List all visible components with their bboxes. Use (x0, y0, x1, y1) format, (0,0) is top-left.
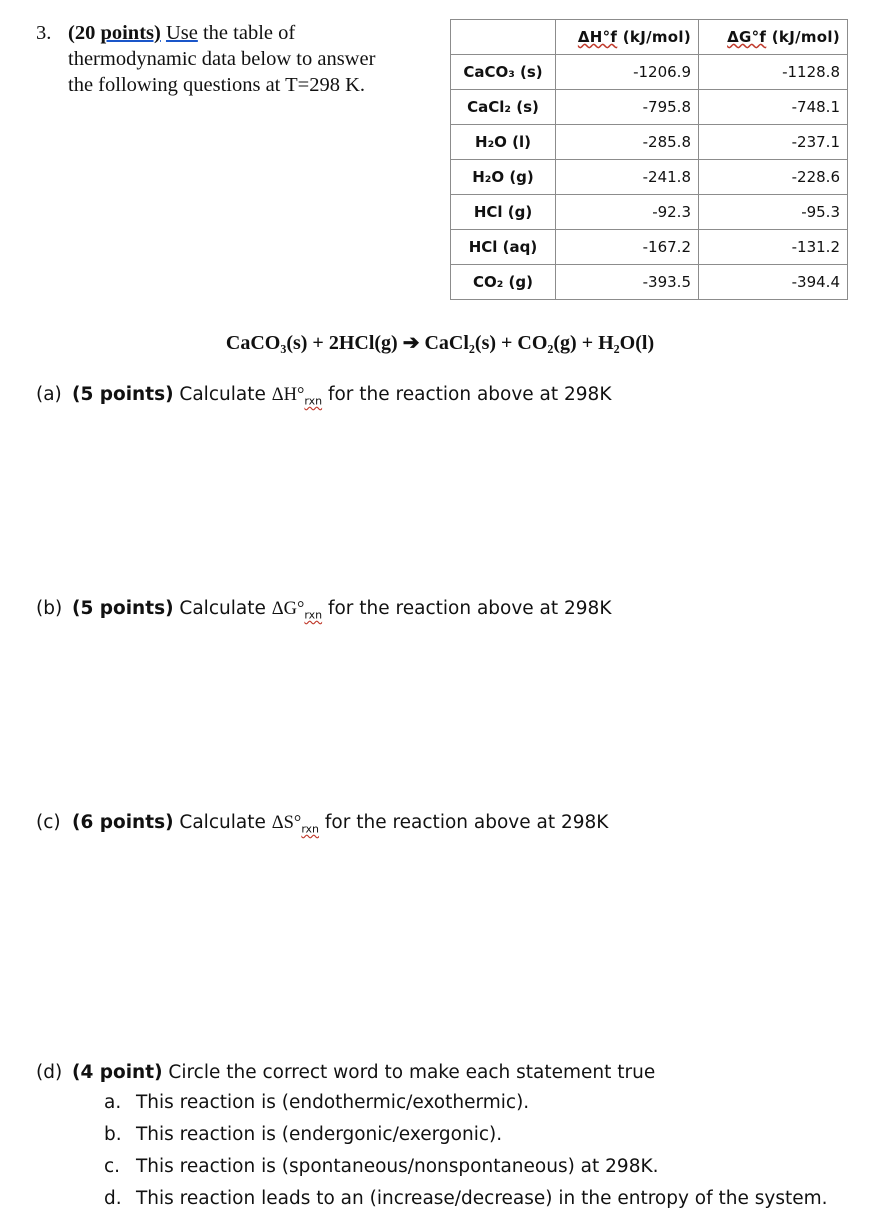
dg-value-cell: -1128.8 (699, 55, 848, 90)
part-a-label: (a) (36, 384, 62, 405)
part-b-subscript: rxn (304, 608, 323, 622)
dh-value-cell: -167.2 (556, 230, 699, 265)
species-cell: H₂O (l) (451, 125, 556, 160)
question-line-3: the following questions at T=298 K. (68, 74, 366, 96)
dg-value-cell: -228.6 (699, 160, 848, 195)
statement-text: This reaction is (endergonic/exergonic). (136, 1124, 503, 1145)
part-c-subscript: rxn (301, 822, 320, 836)
statement-text: This reaction is (endothermic/exothermic). (136, 1092, 530, 1113)
part-a-symbol: ΔH° (271, 385, 305, 405)
statement-letter: d. (104, 1188, 122, 1209)
question-line-1 (36, 20, 426, 46)
dg-value-cell: -237.1 (699, 125, 848, 160)
question-points-word: points) (100, 22, 161, 44)
dg-unit: (kJ/mol) (766, 28, 840, 46)
question-use-word: Use (165, 22, 198, 44)
dh-value-cell: -285.8 (556, 125, 699, 160)
part-c-label: (c) (36, 812, 61, 833)
part-c-pre: Calculate (173, 812, 272, 833)
part-b-pre: Calculate (173, 598, 272, 619)
table-row (451, 160, 848, 195)
species-cell: HCl (g) (451, 195, 556, 230)
dh-value-cell: -1206.9 (556, 55, 699, 90)
statement-item (104, 1092, 529, 1113)
table-row (451, 125, 848, 160)
question-line-2: thermodynamic data below to answer (68, 48, 376, 70)
dg-value-cell: -95.3 (699, 195, 848, 230)
species-cell: CaCO₃ (s) (451, 55, 556, 90)
part-b-points: (5 points) (72, 598, 174, 619)
dh-header (556, 20, 699, 55)
dg-value-cell: -131.2 (699, 230, 848, 265)
statement-item (104, 1156, 658, 1177)
part-c-points: (6 points) (72, 812, 174, 833)
dh-symbol: ΔH°f (577, 28, 618, 46)
question-points-value: (20 (68, 22, 96, 44)
statement-text: This reaction is (spontaneous/nonspontaneous) at 298K. (136, 1156, 659, 1177)
table-row (451, 230, 848, 265)
table-row (451, 195, 848, 230)
part-b (36, 598, 611, 622)
species-cell: H₂O (g) (451, 160, 556, 195)
part-c (36, 812, 608, 836)
question-line1-rest: the table of (197, 22, 296, 44)
table-row (451, 55, 848, 90)
statement-text: This reaction leads to an (increase/decrease) in the entropy of the system. (136, 1188, 828, 1209)
part-a-post: for the reaction above at 298K (322, 384, 612, 405)
dg-header (699, 20, 848, 55)
dg-symbol: ΔG°f (727, 28, 767, 46)
part-d (36, 1062, 655, 1083)
part-a-subscript: rxn (304, 394, 323, 408)
dg-value-cell: -748.1 (699, 90, 848, 125)
dh-value-cell: -795.8 (556, 90, 699, 125)
dh-unit: (kJ/mol) (617, 28, 691, 46)
statement-letter: b. (104, 1124, 122, 1145)
part-d-points: (4 point) (72, 1062, 163, 1083)
part-b-post: for the reaction above at 298K (322, 598, 612, 619)
part-d-label: (d) (36, 1062, 63, 1083)
dh-value-cell: -92.3 (556, 195, 699, 230)
dh-value-cell: -241.8 (556, 160, 699, 195)
part-c-post: for the reaction above at 298K (319, 812, 609, 833)
table-row (451, 90, 848, 125)
part-c-symbol: ΔS° (271, 813, 302, 833)
part-b-label: (b) (36, 598, 63, 619)
part-a-points: (5 points) (72, 384, 174, 405)
question-number: 3. (36, 22, 52, 44)
part-a-pre: Calculate (173, 384, 272, 405)
species-cell: CO₂ (g) (451, 265, 556, 300)
statement-item (104, 1124, 502, 1145)
species-cell: CaCl₂ (s) (451, 90, 556, 125)
table-corner-cell (451, 20, 556, 55)
thermo-data-table (450, 19, 848, 300)
table-header-row (451, 20, 848, 55)
table-row (451, 265, 848, 300)
part-d-text: Circle the correct word to make each statement true (162, 1062, 656, 1083)
species-cell: HCl (aq) (451, 230, 556, 265)
statement-letter: a. (104, 1092, 122, 1113)
part-b-symbol: ΔG° (271, 599, 305, 619)
statement-item (104, 1188, 828, 1209)
reaction-equation (0, 330, 892, 355)
reaction-text: CaCO₃(s) + 2HCl(g) ➔ CaCl₂(s) + CO₂(g) + H₂O(l) (225, 332, 655, 354)
dh-value-cell: -393.5 (556, 265, 699, 300)
part-a (36, 384, 611, 408)
question-header (36, 20, 426, 98)
statement-letter: c. (104, 1156, 121, 1177)
dg-value-cell: -394.4 (699, 265, 848, 300)
